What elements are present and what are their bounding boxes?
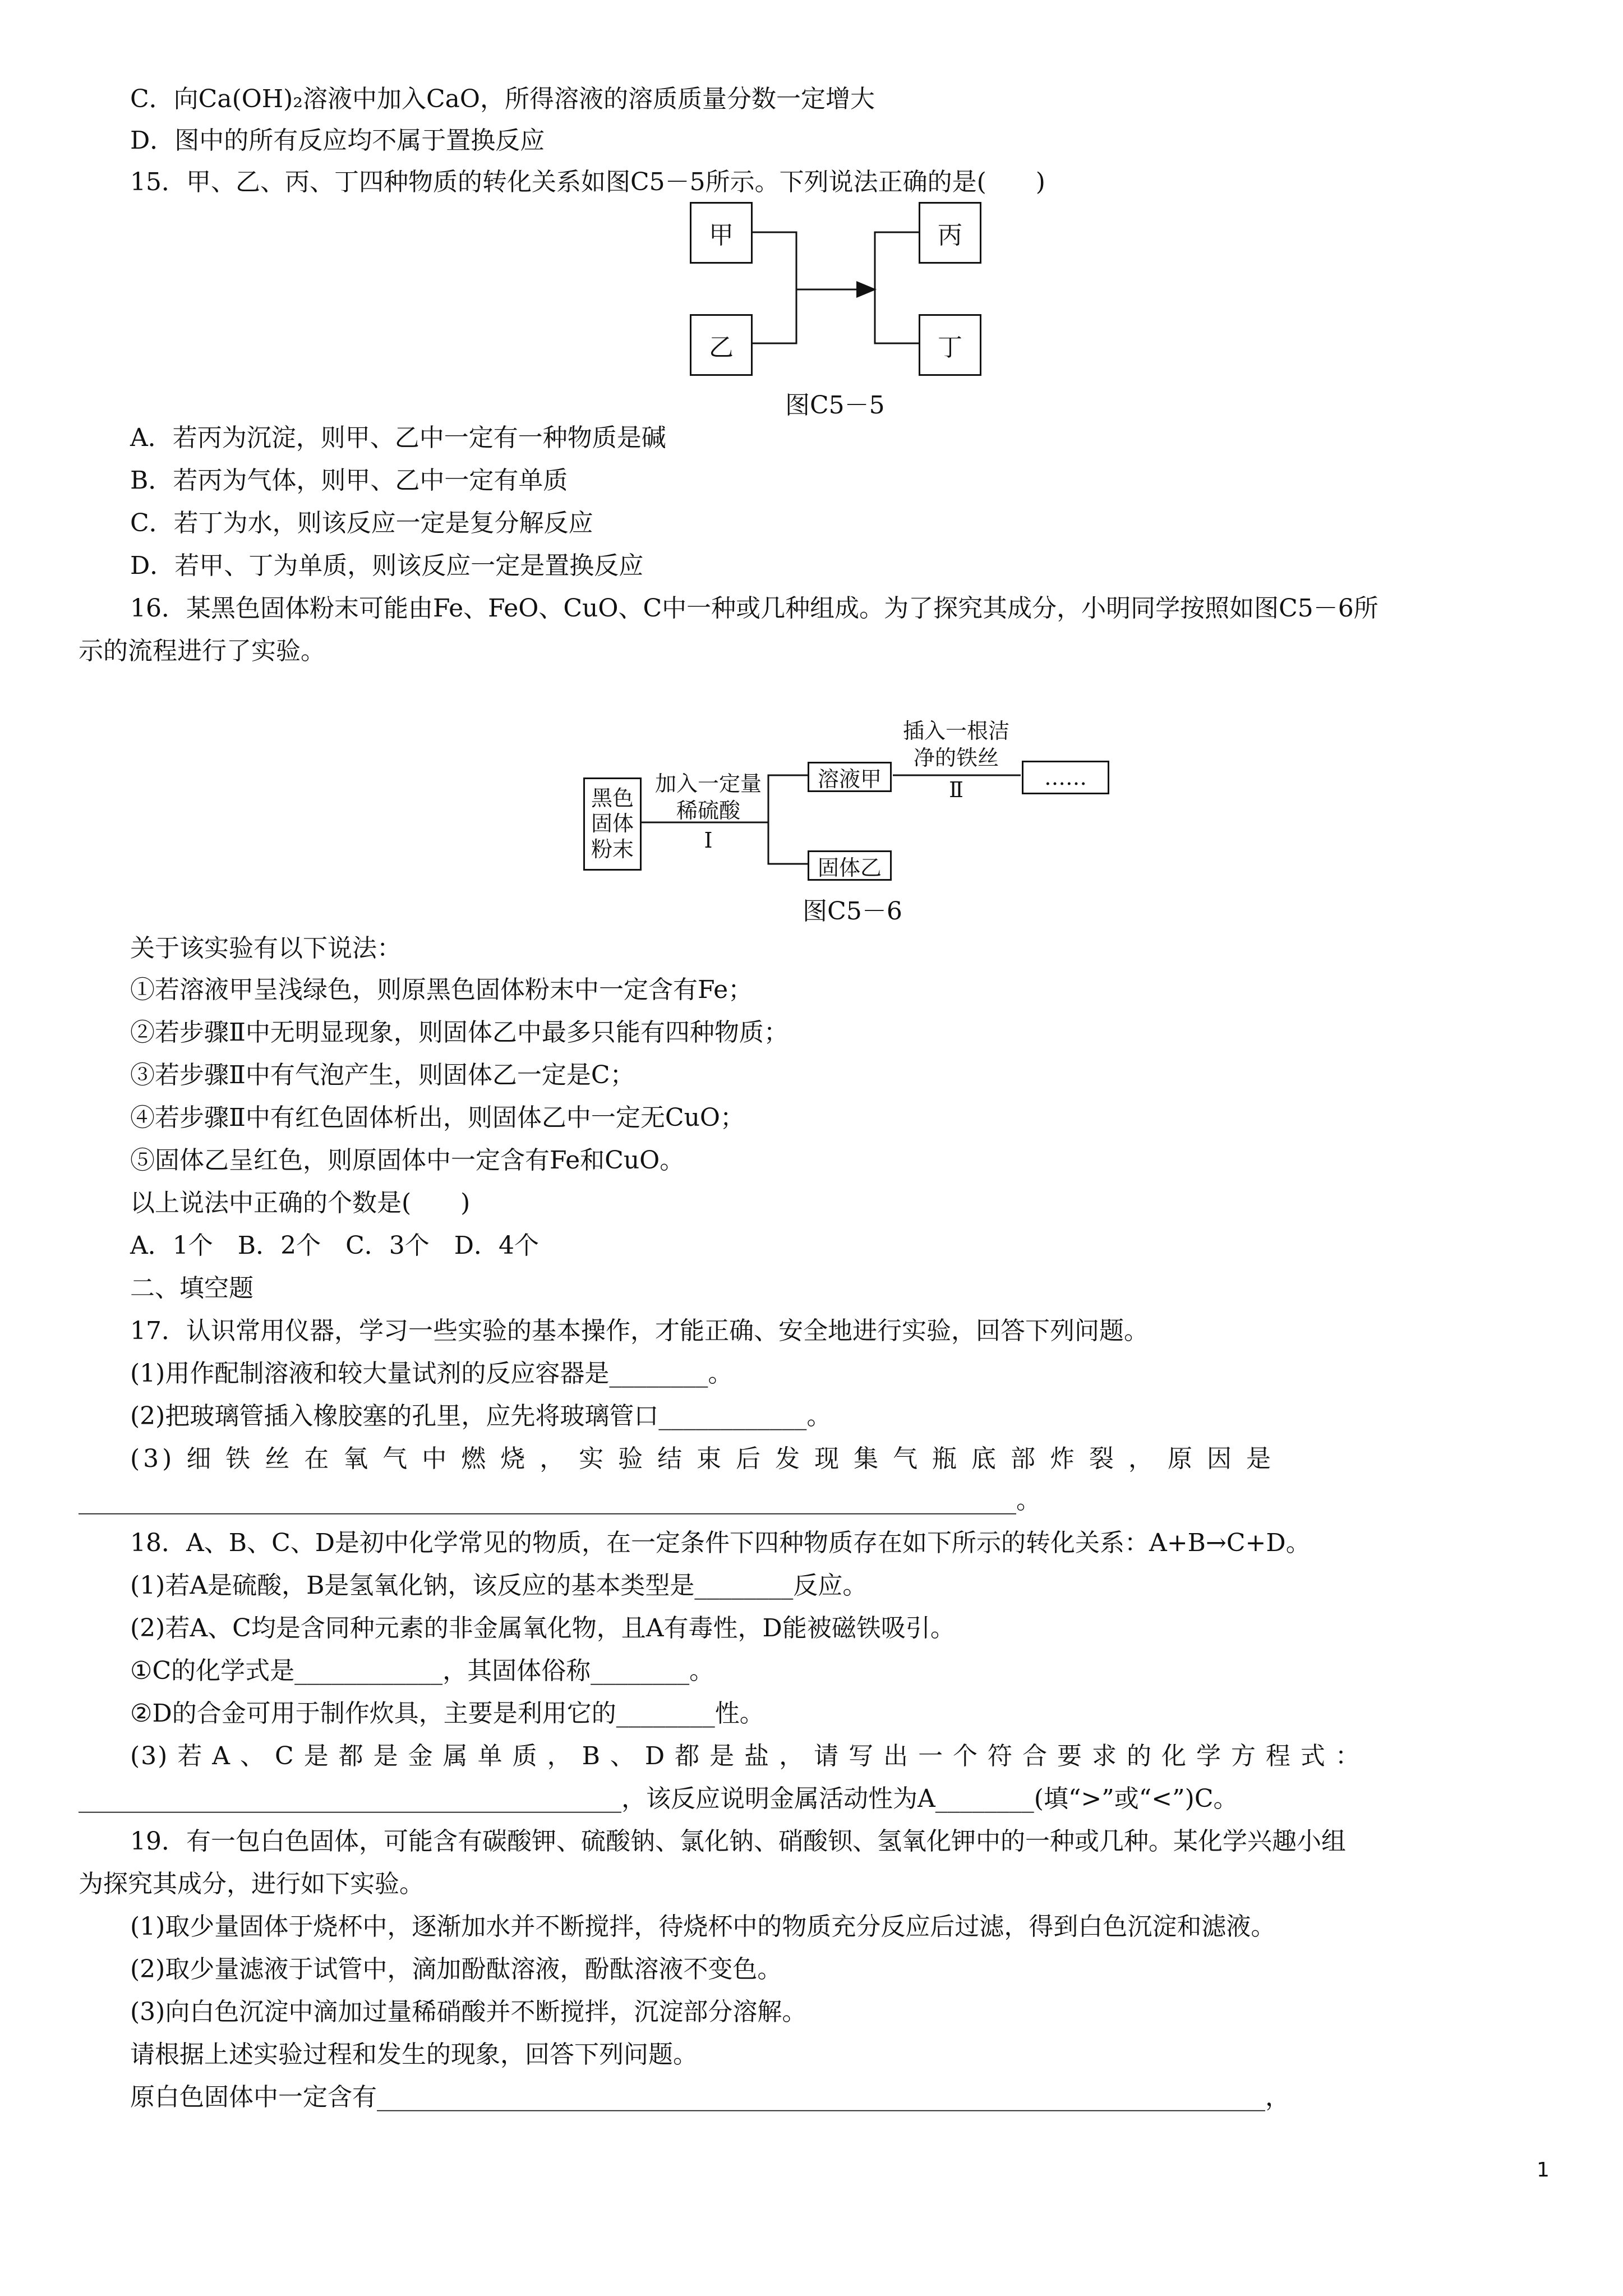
q18-part2: (2)若A、C均是含同种元素的非金属氧化物，且A有毒性，D能被磁铁吸引。 [130,1614,955,1642]
q19-prompt: 请根据上述实验过程和发生的现象，回答下列问题。 [130,2040,698,2069]
box-yi-label: 乙 [709,333,734,362]
option-15c: C．若丁为水，则该反应一定是复分解反应 [130,509,593,537]
step1-label-line1: 加入一定量 [654,771,762,796]
figure-c5-5 [690,202,1004,421]
q19-step3: (3)向白色沉淀中滴加过量稀硝酸并不断搅拌，沉淀部分溶解。 [130,1998,807,2026]
question-15-stem: 15．甲、乙、丙、丁四种物质的转化关系如图C5－5所示。下列说法正确的是( ) [130,168,1045,196]
question-16-stem-line2: 示的流程进行了实验。 [79,637,325,665]
q19-step2: (2)取少量滤液于试管中，滴加酚酞溶液，酚酞溶液不变色。 [130,1955,782,1984]
step1-mark: Ⅰ [704,828,713,853]
q16-options: A．1个 B．2个 C．3个 D．4个 [130,1231,540,1260]
box-jia [690,202,753,264]
q18-part2-sub2: ②D的合金可用于制作炊具，主要是利用它的________性。 [130,1699,764,1728]
q18-part3: (3) 若 A 、 C 是 都 是 金 属 单 质 ， B 、 D 都 是 盐 ， 请 写 出 一 个 符 合 要 求 的 化 学 方 程 式 ： [130,1742,1361,1770]
question-16-stem-line1: 16．某黑色固体粉末可能由Fe、FeO、CuO、C中一种或几种组成。为了探究其成分，小明同学按照如图C5－6所 [130,594,1378,623]
option-14c: C．向Ca(OH)₂溶液中加入CaO，所得溶液的溶质质量分数一定增大 [130,85,875,113]
q17-part1: (1)用作配制溶液和较大量试剂的反应容器是________。 [130,1359,733,1388]
q18-part3-blank: ____________________________________________，该反应说明金属活动性为A________(填“>”或“<”)C。 [79,1784,1238,1813]
q16-statement-5: ⑤固体乙呈红色，则原固体中一定含有Fe和CuO。 [130,1146,685,1175]
question-19-stem-line2: 为探究其成分，进行如下实验。 [79,1870,424,1898]
result-box [1022,761,1109,794]
q17-part3-blank: ____________________________________________________________________________。 [79,1486,1041,1515]
solution-jia-box [808,762,892,792]
box-bing [919,202,981,264]
option-15a: A．若丙为沉淀，则甲、乙中一定有一种物质是碱 [130,424,666,452]
q16-statement-3: ③若步骤Ⅱ中有气泡产生，则固体乙一定是C； [130,1061,635,1089]
q17-part2: (2)把玻璃管插入橡胶塞的孔里，应先将玻璃管口____________。 [130,1402,832,1430]
solution-jia-label: 溶液甲 [817,766,882,792]
start-box-black-powder [583,777,642,871]
q16-statements-intro: 关于该实验有以下说法： [130,934,402,963]
page-number: 1 [1537,2159,1550,2182]
q16-statement-2: ②若步骤Ⅱ中无明显现象，则固体乙中最多只能有四种物质； [130,1018,789,1047]
start-box-line2: 固体 [591,811,634,836]
box-ding [919,314,981,376]
result-box-label: …… [1044,765,1087,790]
q16-question: 以上说法中正确的个数是( ) [130,1189,471,1217]
q16-statement-1: ①若溶液甲呈浅绿色，则原黑色固体粉末中一定含有Fe； [130,976,753,1004]
figure-c5-5-caption: 图C5－5 [785,391,885,420]
step1-label-line2: 稀硫酸 [676,798,740,823]
step2-mark: Ⅱ [949,777,963,802]
figure-c5-6-caption: 图C5－6 [803,897,902,926]
start-box-line1: 黑色 [591,785,634,811]
option-14d: D．图中的所有反应均不属于置换反应 [130,126,545,155]
option-15d: D．若甲、丁为单质，则该反应一定是置换反应 [130,551,644,580]
step2-label-line2: 净的铁丝 [913,746,999,770]
box-ding-label: 丁 [938,333,962,362]
q17-part3: (3) 细 铁 丝 在 氧 气 中 燃 烧 ， 实 验 结 束 后 发 现 集 气 瓶 底 部 炸 裂 ， 原 因 是 [130,1444,1274,1473]
q18-part1: (1)若A是硫酸，B是氢氧化钠，该反应的基本类型是________反应。 [130,1571,868,1600]
q19-answer-blank: 原白色固体中一定含有________________________________________________________________________， [130,2083,1290,2111]
figure-c5-6 [583,712,1122,926]
question-19-stem-line1: 19．有一包白色固体，可能含有碳酸钾、硫酸钠、氯化钠、硝酸钡、氢氧化钾中的一种或几种。某化学兴趣小组 [130,1827,1346,1856]
box-jia-label: 甲 [709,221,734,250]
question-17-stem: 17．认识常用仪器，学习一些实验的基本操作，才能正确、安全地进行实验，回答下列问题。 [130,1317,1149,1345]
box-yi [690,314,753,376]
question-18-stem: 18．A、B、C、D是初中化学常见的物质，在一定条件下四种物质存在如下所示的转化关系：A+B→C+D。 [130,1529,1311,1557]
start-box-line3: 粉末 [591,836,634,862]
q18-part2-sub1: ①C的化学式是____________，其固体俗称________。 [130,1657,714,1685]
solid-yi-label: 固体乙 [817,855,882,880]
section-fill-in: 二、填空题 [130,1274,253,1303]
box-bing-label: 丙 [938,221,962,250]
option-15b: B．若丙为气体，则甲、乙中一定有单质 [130,466,568,495]
solid-yi-box [808,850,892,881]
step2-label-line1: 插入一根洁 [902,719,1009,743]
q16-statement-4: ④若步骤Ⅱ中有红色固体析出，则固体乙中一定无CuO； [130,1103,745,1132]
q19-step1: (1)取少量固体于烧杯中，逐渐加水并不断搅拌，待烧杯中的物质充分反应后过滤，得到白色沉淀和滤液。 [130,1912,1276,1941]
